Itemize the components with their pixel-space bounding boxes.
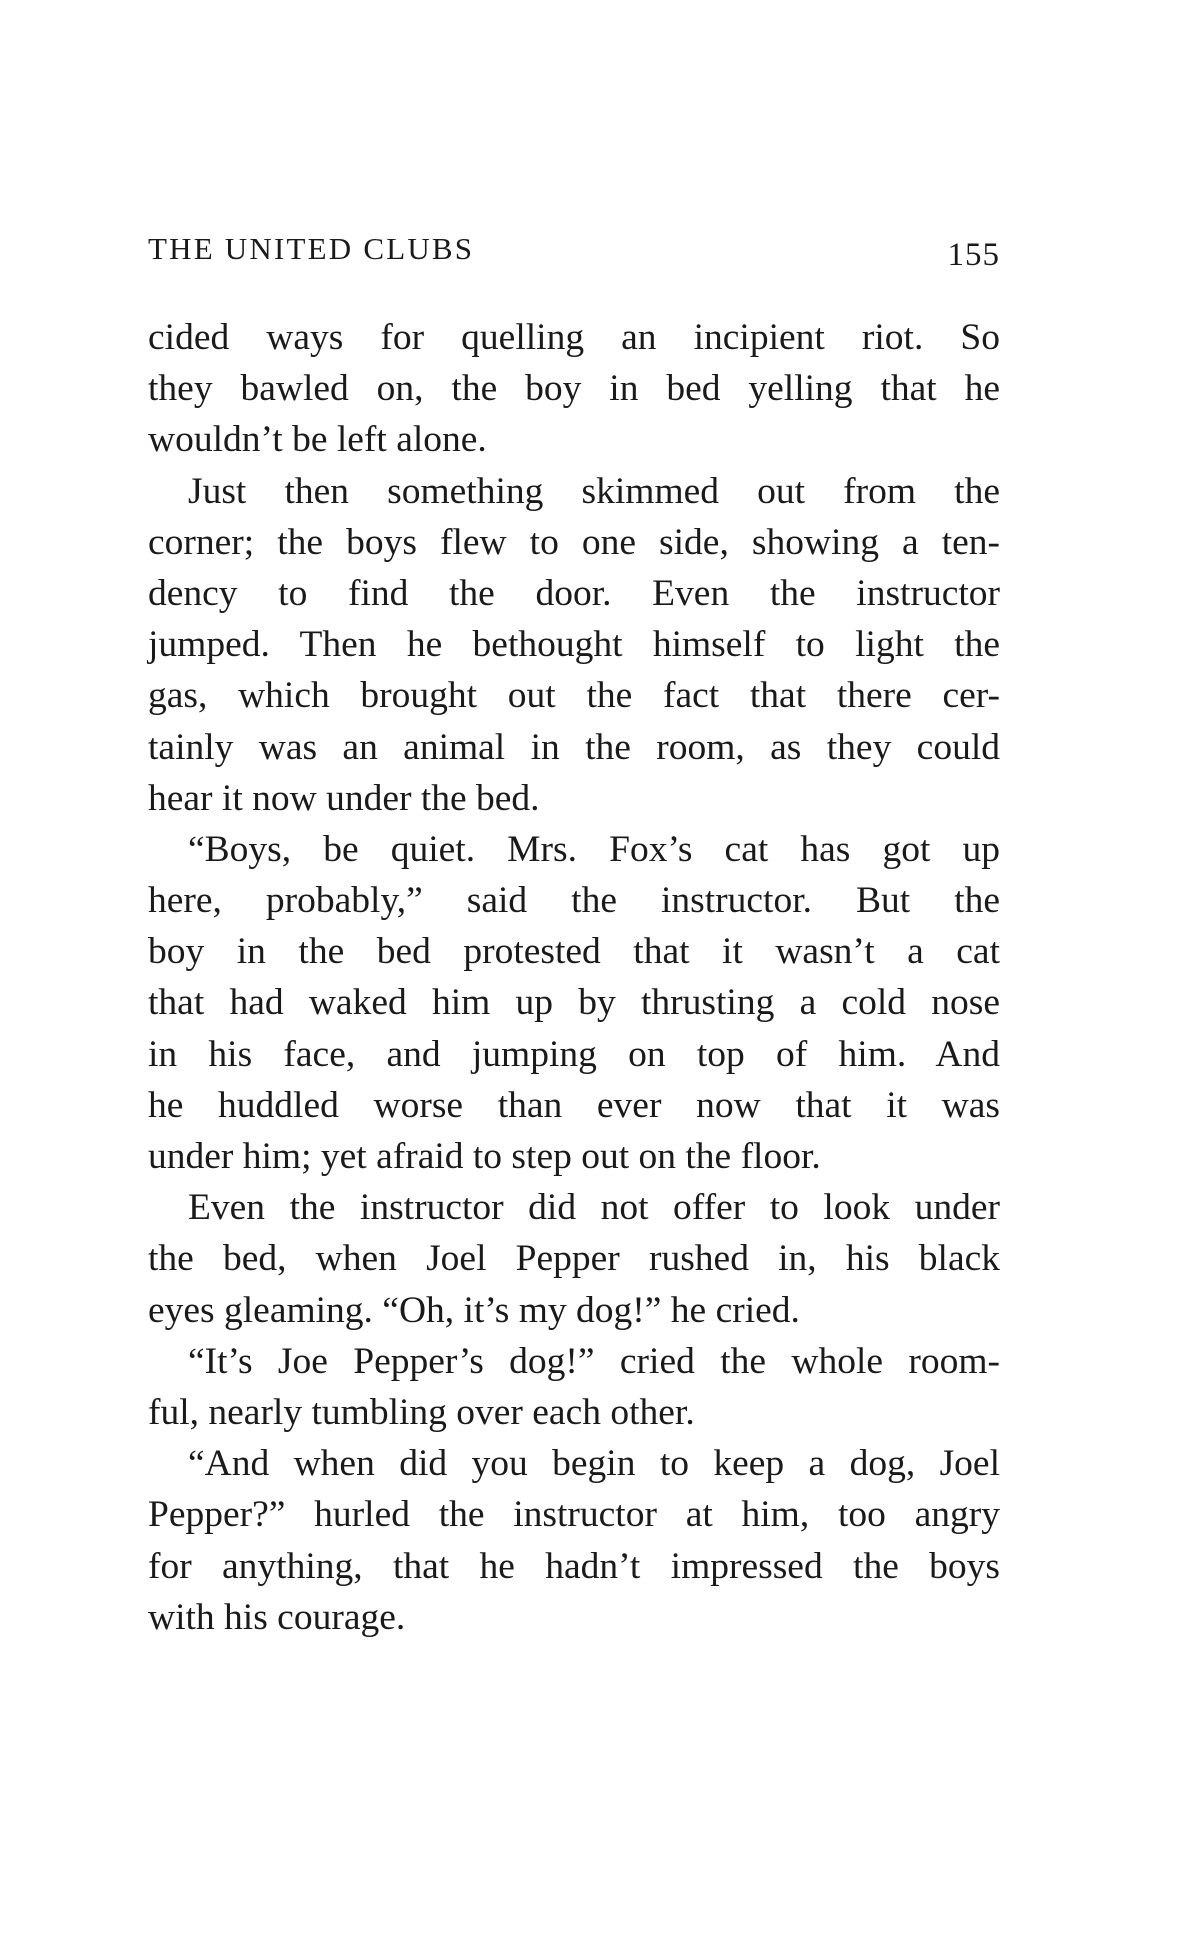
body-text	[148, 312, 1000, 1643]
text-line: “It’s Joe Pepper’s dog!” cried the whole room-	[188, 1340, 1000, 1382]
text-line: for anything, that he hadn’t impressed the boys	[148, 1545, 1000, 1587]
text-line: here, probably,” said the instructor. But the	[148, 880, 1000, 922]
text-line: jumped. Then he bethought himself to light the	[148, 624, 1000, 666]
text-line: the bed, when Joel Pepper rushed in, his black	[148, 1238, 1000, 1280]
page-number: 155	[947, 237, 1000, 273]
text-line: cided ways for quelling an incipient riot. So	[148, 317, 1000, 358]
text-line: with his courage.	[148, 1596, 406, 1638]
text-line: “And when did you begin to keep a dog, Joel	[188, 1443, 1000, 1485]
text-line: corner; the boys flew to one side, showing a ten-	[148, 521, 1000, 563]
text-line: Pepper?” hurled the instructor at him, too angry	[148, 1494, 1000, 1536]
running-title: THE UNITED CLUBS	[148, 231, 475, 266]
text-line: ful, nearly tumbling over each other.	[148, 1391, 695, 1433]
text-line: “Boys, be quiet. Mrs. Fox’s cat has got up	[188, 828, 1000, 870]
text-line: they bawled on, the boy in bed yelling that he	[148, 368, 1000, 410]
text-line: that had waked him up by thrusting a cold nose	[148, 982, 1000, 1024]
text-line: he huddled worse than ever now that it was	[148, 1084, 1000, 1126]
text-line: boy in the bed protested that it wasn’t a cat	[148, 931, 1000, 973]
text-line: Just then something skimmed out from the	[188, 470, 1000, 512]
text-line: wouldn’t be left alone.	[148, 419, 487, 461]
text-line: under him; yet afraid to step out on the floor.	[148, 1136, 821, 1177]
text-line: hear it now under the bed.	[148, 777, 540, 819]
text-line: eyes gleaming. “Oh, it’s my dog!” he cried.	[148, 1289, 800, 1331]
text-line: Even the instructor did not offer to look under	[188, 1187, 1000, 1229]
text-line: dency to find the door. Even the instructor	[148, 572, 1000, 614]
text-line: gas, which brought out the fact that there cer-	[148, 675, 1000, 717]
running-head	[148, 226, 1000, 272]
text-line: in his face, and jumping on top of him. And	[148, 1033, 1000, 1075]
text-line: tainly was an animal in the room, as they could	[148, 726, 1000, 768]
